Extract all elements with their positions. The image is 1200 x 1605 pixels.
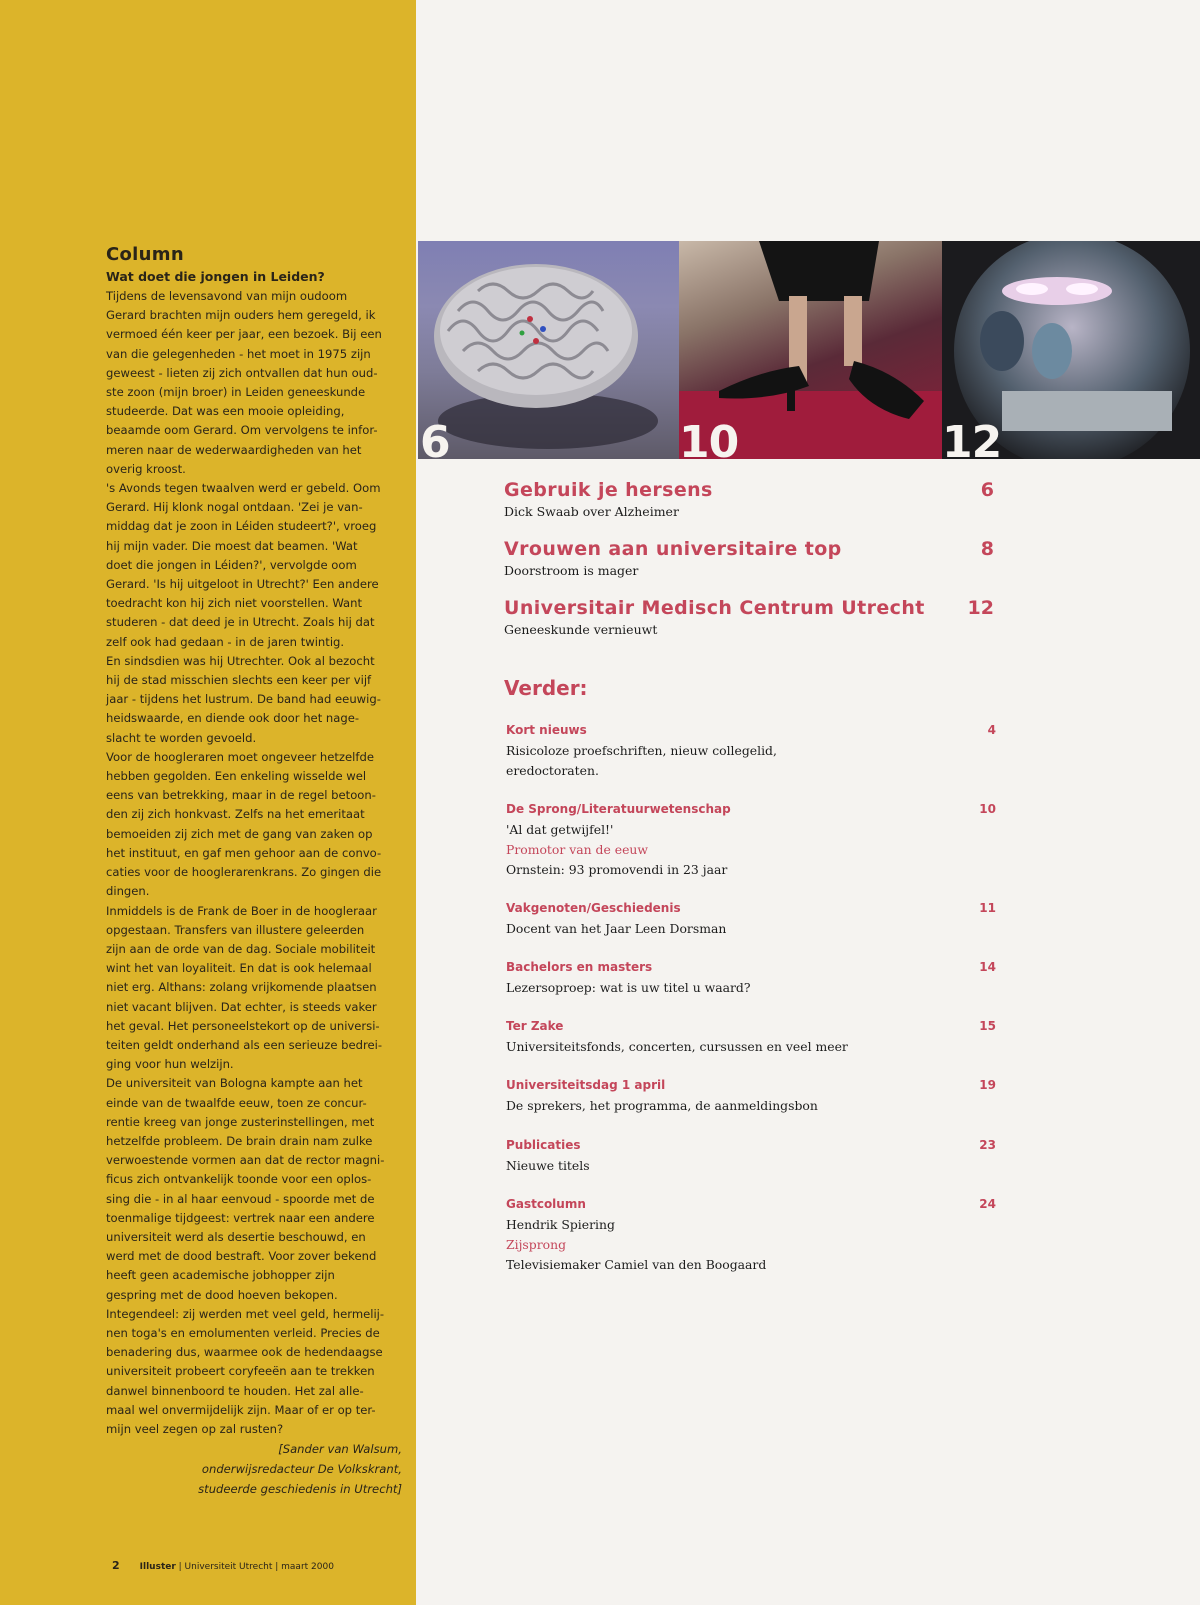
- item-description: Docent van het Jaar Leen Dorsman: [506, 921, 727, 936]
- item-page-number: 14: [979, 960, 996, 974]
- photo-page-label: 6: [420, 417, 450, 459]
- item-title[interactable]: Vakgenoten/Geschiedenis: [506, 901, 681, 915]
- item-title[interactable]: Publicaties: [506, 1138, 581, 1152]
- contents-item[interactable]: [506, 723, 996, 781]
- feature-description: Dick Swaab over Alzheimer: [504, 504, 679, 519]
- item-subtitle[interactable]: Promotor van de eeuw: [506, 842, 648, 857]
- contents-item[interactable]: [506, 802, 996, 880]
- contents-item[interactable]: [506, 1138, 996, 1176]
- page-number: 2: [112, 1559, 120, 1572]
- contents-item[interactable]: [506, 960, 996, 998]
- feature-entry[interactable]: [504, 479, 994, 519]
- item-description: Nieuwe titels: [506, 1158, 590, 1173]
- item-description: Lezersoproep: wat is uw titel u waard?: [506, 980, 751, 995]
- item-title[interactable]: Kort nieuws: [506, 723, 587, 737]
- item-description: Universiteitsfonds, concerten, cursussen en veel meer: [506, 1039, 848, 1054]
- item-description: Ornstein: 93 promovendi in 23 jaar: [506, 862, 728, 877]
- verder-heading: Verder:: [504, 676, 588, 700]
- item-description: Risicoloze proefschriften, nieuw collegelid, eredoctoraten.: [506, 743, 777, 778]
- item-page-number: 10: [979, 802, 996, 816]
- feature-entry[interactable]: [504, 597, 994, 637]
- item-description: Televisiemaker Camiel van den Boogaard: [506, 1257, 767, 1272]
- brain-illustration: [418, 241, 679, 459]
- column-signature: [Sander van Walsum, onderwijsredacteur De Volkskrant, studeerde geschiedenis in Utrecht]: [198, 1442, 402, 1497]
- feature-description: Doorstroom is mager: [504, 563, 639, 578]
- item-page-number: 19: [979, 1078, 996, 1092]
- column-article: [106, 244, 402, 1499]
- contents-item[interactable]: [506, 1019, 996, 1057]
- photo-strip: [418, 241, 1200, 459]
- column-subtitle: Wat doet die jongen in Leiden?: [106, 269, 325, 284]
- contents-item[interactable]: [506, 1197, 996, 1275]
- feature-title[interactable]: Vrouwen aan universitaire top: [504, 538, 842, 560]
- item-title[interactable]: Universiteitsdag 1 april: [506, 1078, 666, 1092]
- footer-info: | Universiteit Utrecht | maart 2000: [175, 1562, 334, 1572]
- item-page-number: 23: [979, 1138, 996, 1152]
- item-description: 'Al dat getwijfel!': [506, 822, 614, 837]
- item-page-number: 11: [979, 901, 996, 915]
- feature-page-number: 12: [967, 597, 994, 619]
- feature-title[interactable]: Gebruik je hersens: [504, 479, 713, 501]
- item-title[interactable]: De Sprong/Literatuurwetenschap: [506, 802, 731, 816]
- shoes-photo[interactable]: [679, 241, 942, 459]
- page-footer: [112, 1559, 334, 1572]
- item-description: Hendrik Spiering: [506, 1217, 615, 1232]
- feature-page-number: 6: [980, 479, 994, 501]
- feature-entry[interactable]: [504, 538, 994, 578]
- item-page-number: 24: [979, 1197, 996, 1211]
- brain-photo[interactable]: [418, 241, 679, 459]
- item-title[interactable]: Gastcolumn: [506, 1197, 586, 1211]
- magazine-name: Illuster: [139, 1562, 176, 1572]
- item-title[interactable]: Ter Zake: [506, 1019, 564, 1033]
- item-description: De sprekers, het programma, de aanmeldingsbon: [506, 1098, 818, 1113]
- item-page-number: 4: [987, 723, 996, 737]
- column-heading: Column: [106, 244, 184, 265]
- item-page-number: 15: [979, 1019, 996, 1033]
- column-body: Tijdens de levensavond van mijn oudoom Gerard brachten mijn ouders hem geregeld, ik vermoed één keer per jaar, een bezoek. Bij een van die gelegenheden - het moet in 1975 zijn geweest - lieten zij zich ontvallen dat hun oud- ste zoon (mijn broer) in Leiden geneeskunde studeerde. Dat was een mooie opleiding, beaamde oom Gerard. Om vervolgens te infor- meren naar de wederwaardigheden van het overig kroost. 's Avonds tegen twaalven werd er gebeld. Oom Gerard. Hij klonk nogal ontdaan. 'Zei je van- middag dat je zoon in Léiden studeert?', vroeg hij mijn vader. Die moest dat beamen. 'Wat doet die jongen in Léiden?', vervolgde oom Gerard. 'Is hij uitgeloot in Utrecht?' Een andere toedracht kon hij zich niet voorstellen. Want studeren - dat deed je in Utrecht. Zoals hij dat zelf ook had gedaan - in de jaren twintig. En sindsdien was hij Utrechter. Ook al bezocht hij de stad misschien slechts een keer per vijf jaar - tijdens het lustrum. De band had eeuwig- heidswaarde, en diende ook door het nage- slacht te worden gevoeld. Voor de hoogleraren moet ongeveer hetzelfde hebben gegolden. Een enkeling wisselde wel eens van betrekking, maar in de regel betoon- den zij zich honkvast. Zelfs na het emeritaat bemoeiden zij zich met de gang van zaken op het instituut, en gaf men gehoor aan de convo- caties voor de hooglerarenkrans. Zo gingen die dingen. Inmiddels is de Frank de Boer in de hoogleraar opgestaan. Transfers van illustere geleerden zijn aan de orde van de dag. Sociale mobiliteit wint het van loyaliteit. En dat is ook helemaal niet erg. Althans: zolang vrijkomende plaatsen niet vacant blijven. Dat echter, is steeds vaker het geval. Het personeelstekort op de universi- teiten geldt onderhand als een serieuze bedrei- ging voor hun welzijn. De universiteit van Bologna kampte aan het einde van de twaalfde eeuw, toen ze concur- rentie kreeg van jonge zusterinstellingen, met hetzelfde probleem. De brain drain nam zulke verwoestende vormen aan dat de rector magni- ficus zich ontvankelijk toonde voor een oplos- sing die - in al haar eenvoud - spoorde met de toenmalige tijdgeest: vertrek naar een andere universiteit werd als desertie beschouwd, en werd met de dood bestraft. Voor zover bekend heeft geen academische jobhopper zijn gespring met de dood hoeven bekopen. Integendeel: zij werden met veel geld, hermelij- nen toga's en emolumenten verleid. Precies de benadering dus, waarmee ook de hedendaagse universiteit probeert coryfeeën aan te trekken danwel binnenboord te houden. Het zal alle- maal wel onvermijdelijk zijn. Maar of er op ter- mijn veel zegen op zal rusten?: [106, 289, 385, 1436]
- feature-description: Geneeskunde vernieuwt: [504, 622, 658, 637]
- operating-room-photo[interactable]: [942, 241, 1200, 459]
- item-subtitle[interactable]: Zijsprong: [506, 1237, 566, 1252]
- item-title[interactable]: Bachelors en masters: [506, 960, 653, 974]
- feature-page-number: 8: [980, 538, 994, 560]
- contents-item[interactable]: [506, 901, 996, 939]
- feature-title[interactable]: Universitair Medisch Centrum Utrecht: [504, 597, 925, 619]
- contents-item[interactable]: [506, 1078, 996, 1116]
- photo-page-label: 12: [942, 417, 1002, 459]
- photo-page-label: 10: [679, 417, 739, 459]
